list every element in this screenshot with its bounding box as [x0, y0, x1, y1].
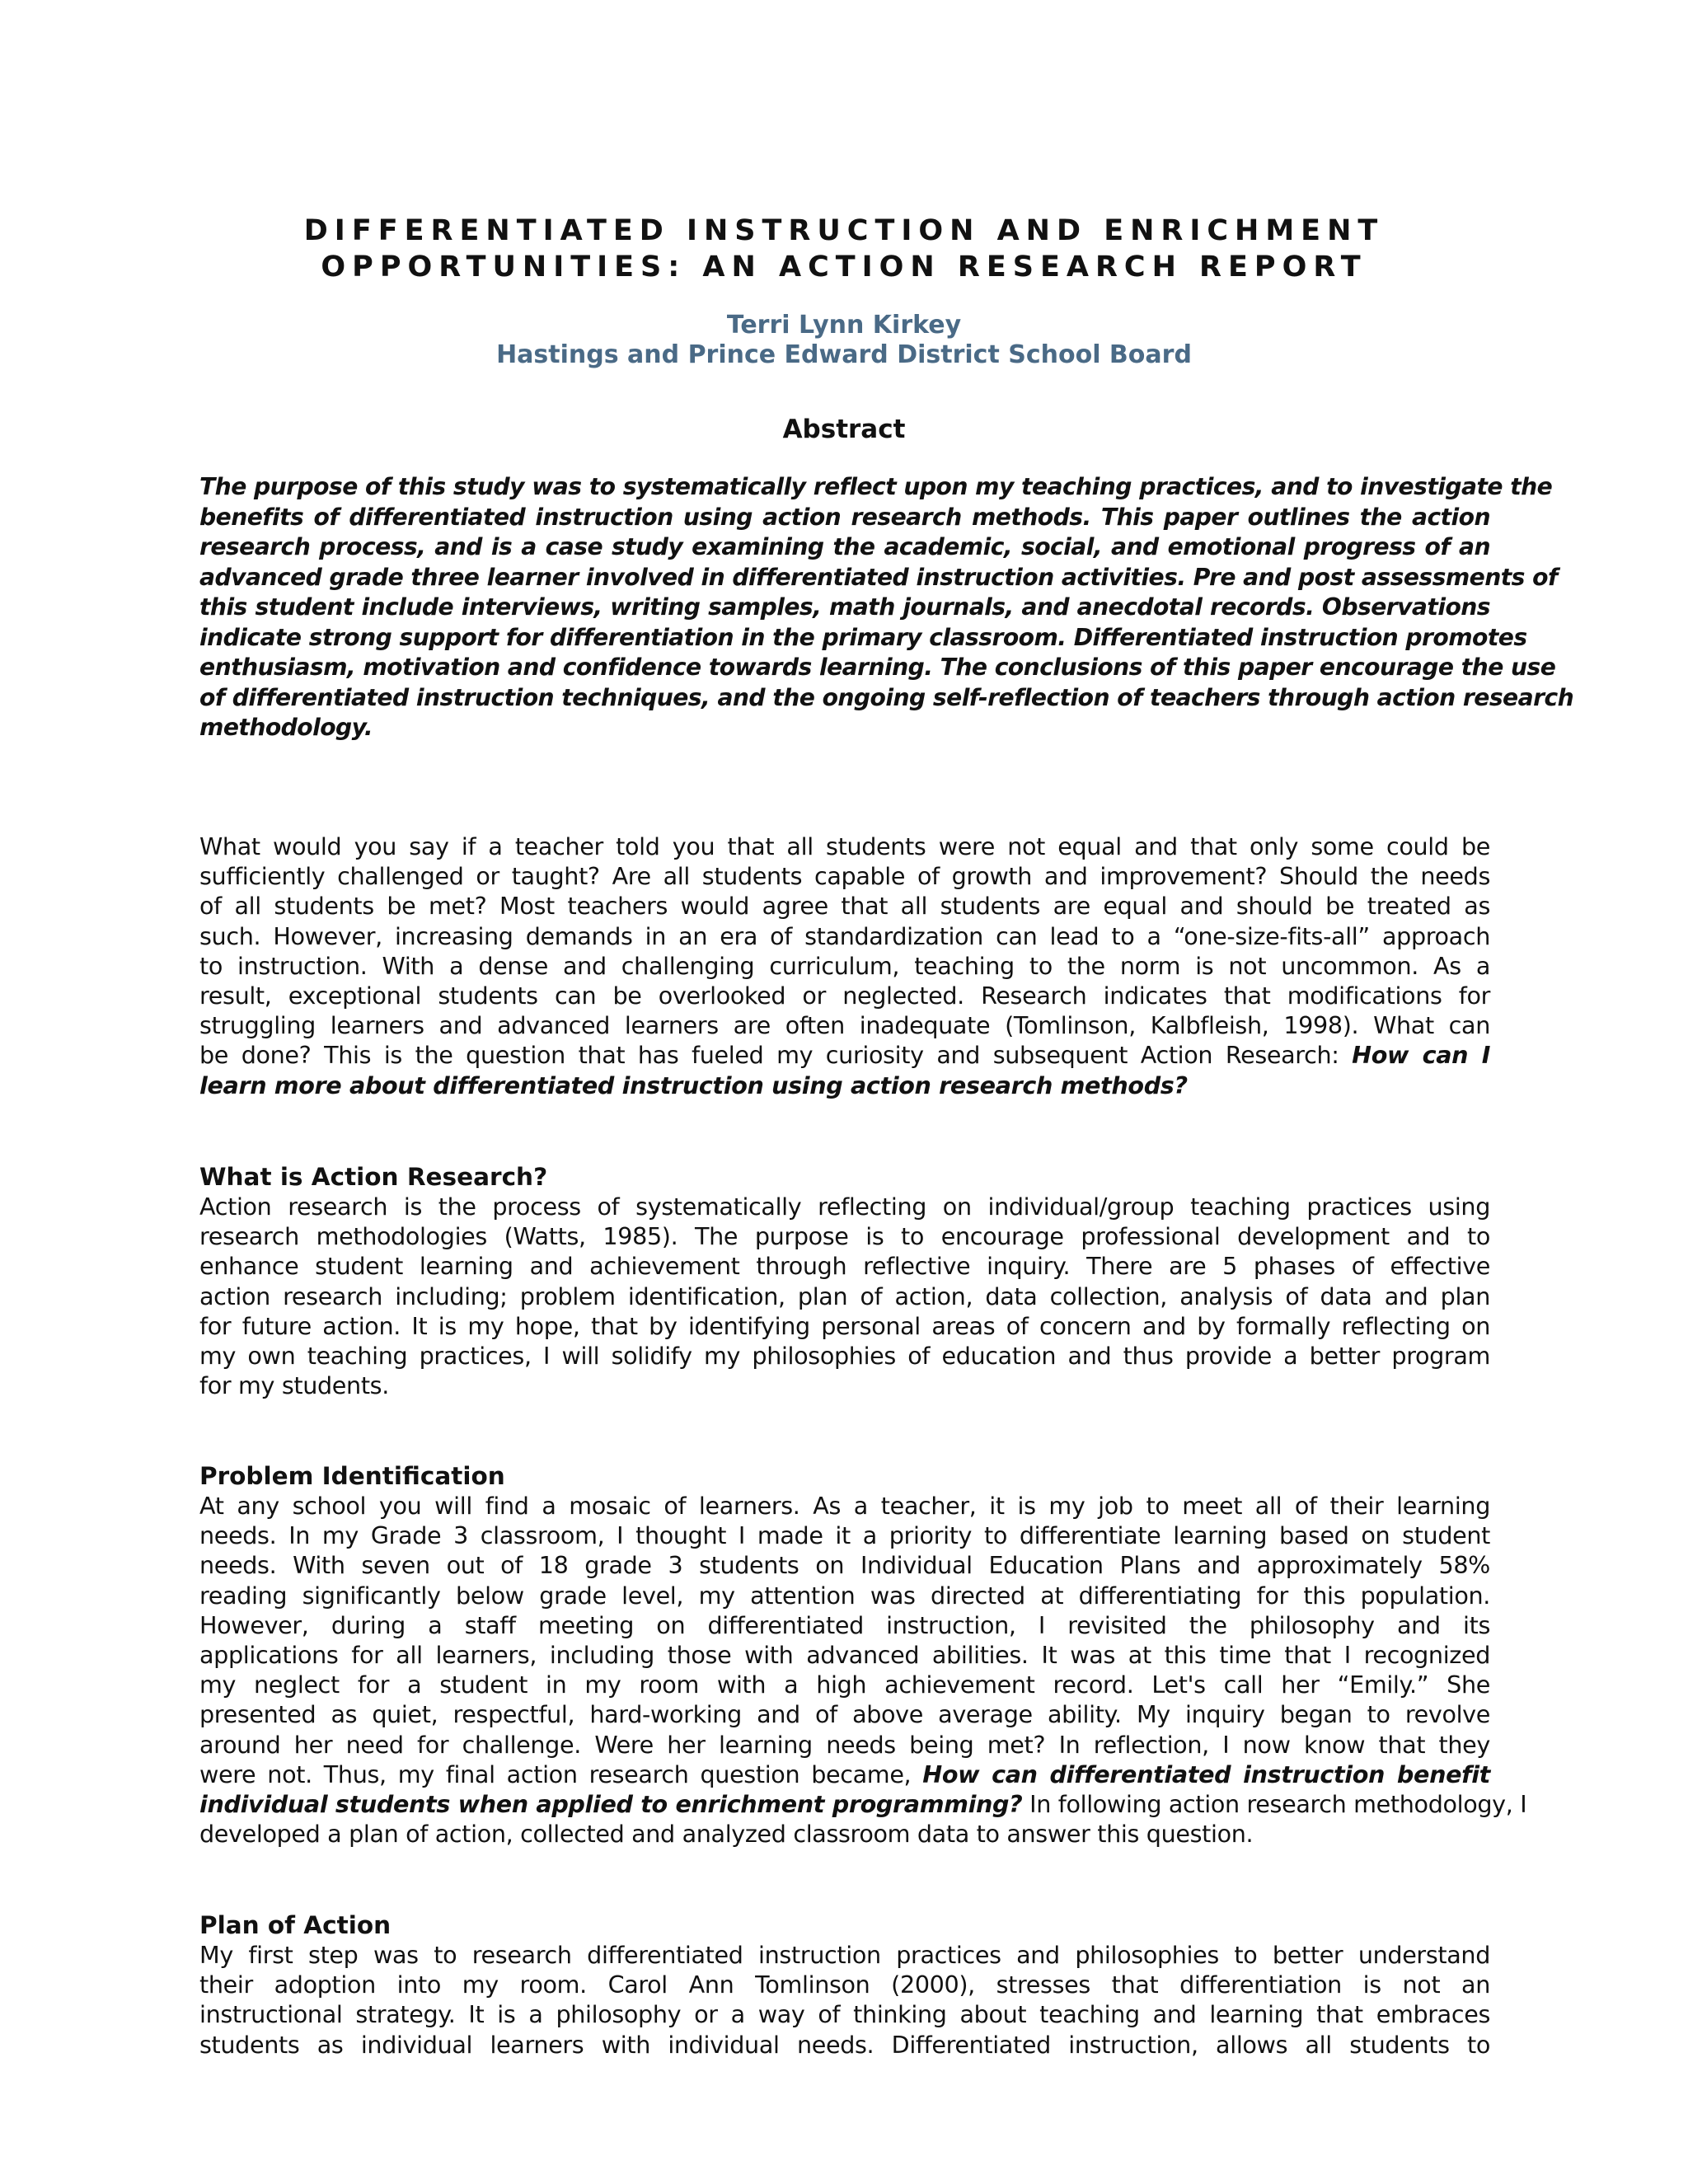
abstract-body	[199, 472, 1574, 743]
action-research-line: Action research is the process of systematically reflecting on individual/group teaching practices using	[199, 1193, 1490, 1221]
problem-line: my neglect for a student in my room with a high achievement record. Let's call her “Emily.” She	[199, 1671, 1490, 1699]
intro-line: of all students be met? Most teachers would agree that all students are equal and should be treated as	[199, 892, 1490, 921]
problem-line: reading significantly below grade level, my attention was directed at differentiating for this population.	[199, 1581, 1490, 1610]
action-research-line: enhance student learning and achievement through reflective inquiry. There are 5 phases of effective	[199, 1252, 1490, 1281]
abstract-heading: Abstract	[782, 415, 906, 444]
problem-line-mixed	[199, 1789, 1527, 1819]
final-question-part-1: How can differentiated instruction benefit	[922, 1760, 1490, 1788]
action-research-line: research methodologies (Watts, 1985). The purpose is to encourage professional development and to	[199, 1222, 1490, 1251]
section-heading-action-research: What is Action Research?	[199, 1163, 548, 1191]
plan-line: their adoption into my room. Carol Ann Tomlinson (2000), stresses that differentiation is not an	[199, 1971, 1490, 1999]
abstract-line: advanced grade three learner involved in differentiated instruction activities. Pre and post assessments of	[199, 563, 1558, 591]
abstract-line: research process, and is a case study examining the academic, social, and emotional progress of an	[199, 533, 1490, 560]
title-line-1: DIFFERENTIATED INSTRUCTION AND ENRICHMENT	[303, 214, 1385, 247]
intro-paragraph	[199, 832, 1490, 1100]
section-heading-plan-of-action: Plan of Action	[199, 1911, 392, 1939]
problem-line: applications for all learners, including those with advanced abilities. It was at this time that I recognized	[199, 1641, 1490, 1670]
problem-line: developed a plan of action, collected and analyzed classroom data to answer this question.	[199, 1820, 1254, 1849]
title-line-2: OPPORTUNITIES: AN ACTION RESEARCH REPORT	[321, 251, 1367, 284]
abstract-line: methodology.	[199, 714, 373, 741]
action-research-line: for my students.	[199, 1371, 389, 1400]
intro-line: such. However, increasing demands in an era of standardization can lead to a “one-size-fits-all” approach	[199, 921, 1490, 950]
author-block	[0, 311, 1688, 370]
action-research-paragraph	[199, 1192, 1490, 1400]
research-question-part-1: How can I	[1352, 1041, 1490, 1070]
action-research-line: for future action. It is my hope, that by identifying personal areas of concern and by formally reflecting on	[199, 1311, 1490, 1340]
plan-line: instructional strategy. It is a philosophy or a way of thinking about teaching and learning that embraces	[199, 2000, 1490, 2029]
intro-line: What would you say if a teacher told you that all students were not equal and that only some could be	[199, 832, 1490, 860]
abstract-line: The purpose of this study was to systematically reflect upon my teaching practices, and to investigate the	[199, 473, 1553, 500]
final-question-part-2: individual students when applied to enrichment programming?	[199, 1790, 1023, 1819]
problem-line: needs. In my Grade 3 classroom, I thought I made it a priority to differentiate learning based on student	[199, 1521, 1490, 1550]
abstract-line: indicate strong support for differentiation in the primary classroom. Differentiated instruction promotes	[199, 623, 1527, 651]
problem-line: However, during a staff meeting on differentiated instruction, I revisited the philosophy and its	[199, 1610, 1490, 1639]
section-heading-problem-identification: Problem Identification	[199, 1462, 505, 1490]
problem-line: around her need for challenge. Were her learning needs being met? In reflection, I now know that they	[199, 1730, 1490, 1759]
abstract-line: benefits of differentiated instruction using action research methods. This paper outlines the action	[199, 503, 1490, 531]
plan-paragraph	[199, 1940, 1490, 2060]
intro-line: struggling learners and advanced learners are often inadequate (Tomlinson, Kalbfleish, 1998). What can	[199, 1011, 1490, 1040]
problem-line-mixed	[199, 1760, 1490, 1789]
problem-line-10-text: were not. Thus, my final action research question became,	[199, 1760, 923, 1788]
research-question-part-2: learn more about differentiated instruction using action research methods?	[199, 1071, 1188, 1099]
intro-line: to instruction. With a dense and challenging curriculum, teaching to the norm is not uncommon. As a	[199, 951, 1490, 980]
plan-line: My first step was to research differentiated instruction practices and philosophies to better understand	[199, 1941, 1490, 1969]
action-research-line: action research including; problem identification, plan of action, data collection, analysis of data and plan	[199, 1282, 1490, 1310]
problem-line: presented as quiet, respectful, hard-working and of above average ability. My inquiry began to revolve	[199, 1700, 1490, 1729]
problem-line: At any school you will find a mosaic of learners. As a teacher, it is my job to meet all of their learning	[199, 1492, 1490, 1520]
intro-line-mixed	[199, 1040, 1490, 1070]
paper-title	[0, 213, 1688, 285]
author-name: Terri Lynn Kirkey	[726, 311, 962, 340]
intro-line-8-text: be done? This is the question that has fueled my curiosity and subsequent Action Research:	[199, 1041, 1353, 1070]
action-research-line: my own teaching practices, I will solidify my philosophies of education and thus provide a better program	[199, 1342, 1490, 1371]
plan-line: students as individual learners with individual needs. Differentiated instruction, allows all students to	[199, 2030, 1490, 2059]
problem-line-11-text: In following action research methodology, I	[1022, 1790, 1527, 1819]
intro-line: result, exceptional students can be overlooked or neglected. Research indicates that modifications for	[199, 982, 1490, 1010]
abstract-line: this student include interviews, writing samples, math journals, and anecdotal records. Observations	[199, 593, 1490, 621]
intro-line: sufficiently challenged or taught? Are all students capable of growth and improvement? Should the needs	[199, 862, 1490, 891]
problem-paragraph	[199, 1491, 1527, 1849]
abstract-line: of differentiated instruction techniques, and the ongoing self-reflection of teachers through action research	[199, 683, 1574, 711]
problem-line: needs. With seven out of 18 grade 3 students on Individual Education Plans and approximately 58%	[199, 1551, 1490, 1580]
author-affiliation: Hastings and Prince Edward District School Board	[496, 340, 1192, 369]
abstract-line: enthusiasm, motivation and confidence towards learning. The conclusions of this paper encourage the use	[199, 654, 1556, 681]
